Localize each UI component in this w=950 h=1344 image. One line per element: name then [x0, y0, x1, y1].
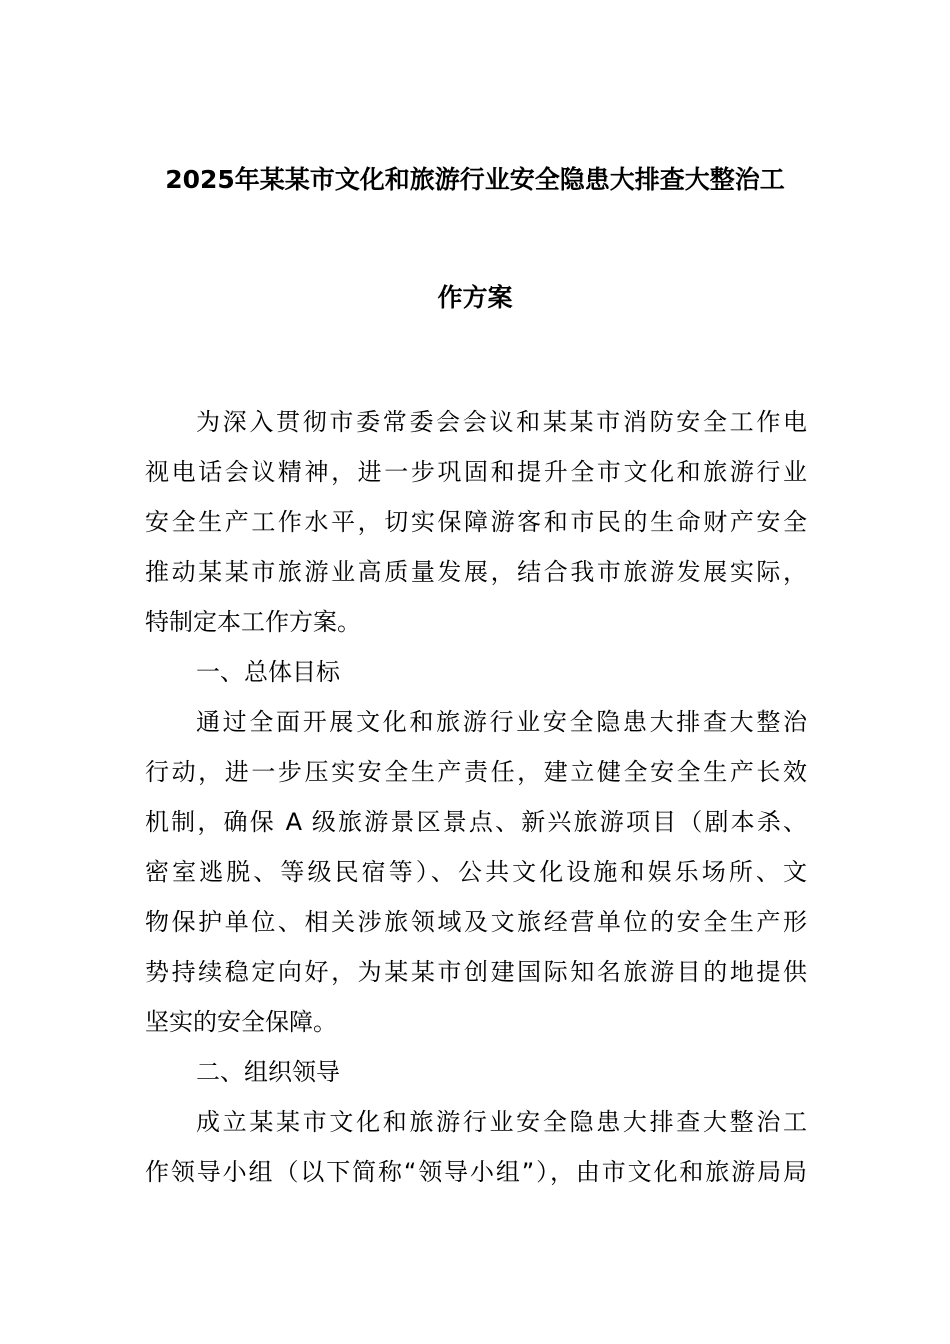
document-title-line-2: 作方案	[437, 283, 513, 312]
document-title-line-1: 2025年某某市文化和旅游行业安全隐患大排查大整治工	[165, 165, 785, 194]
section-heading-overall-goal: 一、总体目标	[196, 658, 340, 686]
paragraph-line: 为深入贯彻市委常委会会议和某某市消防安全工作电	[196, 408, 807, 436]
paragraph-overall-goal	[145, 702, 807, 1052]
section-heading-organization: 二、组织领导	[196, 1058, 340, 1086]
paragraph-line: 作领导小组（以下简称“领导小组”），由市文化和旅游局局	[145, 1158, 807, 1186]
paragraph-line: 特制定本工作方案。	[145, 608, 361, 636]
paragraph-line: 势持续稳定向好，为某某市创建国际知名旅游目的地提供	[145, 958, 807, 986]
paragraph-line: 推动某某市旅游业高质量发展，结合我市旅游发展实际，	[145, 558, 807, 586]
paragraph-intro	[145, 402, 807, 652]
paragraph-line: 坚实的安全保障。	[145, 1008, 337, 1036]
paragraph-line: 通过全面开展文化和旅游行业安全隐患大排查大整治	[196, 708, 807, 736]
paragraph-line: 成立某某市文化和旅游行业安全隐患大排查大整治工	[196, 1108, 807, 1136]
paragraph-line: 物保护单位、相关涉旅领域及文旅经营单位的安全生产形	[145, 908, 807, 936]
paragraph-line: 视电话会议精神，进一步巩固和提升全市文化和旅游行业	[145, 458, 807, 486]
paragraph-line: 安全生产工作水平，切实保障游客和市民的生命财产安全	[145, 508, 807, 536]
paragraph-line: 行动，进一步压实安全生产责任，建立健全安全生产长效	[145, 758, 807, 786]
document-body	[145, 402, 807, 1202]
paragraph-organization	[145, 1102, 807, 1202]
paragraph-line: 机制，确保 A 级旅游景区景点、新兴旅游项目（剧本杀、	[145, 808, 807, 836]
paragraph-line: 密室逃脱、等级民宿等）、公共文化设施和娱乐场所、文	[145, 858, 807, 886]
